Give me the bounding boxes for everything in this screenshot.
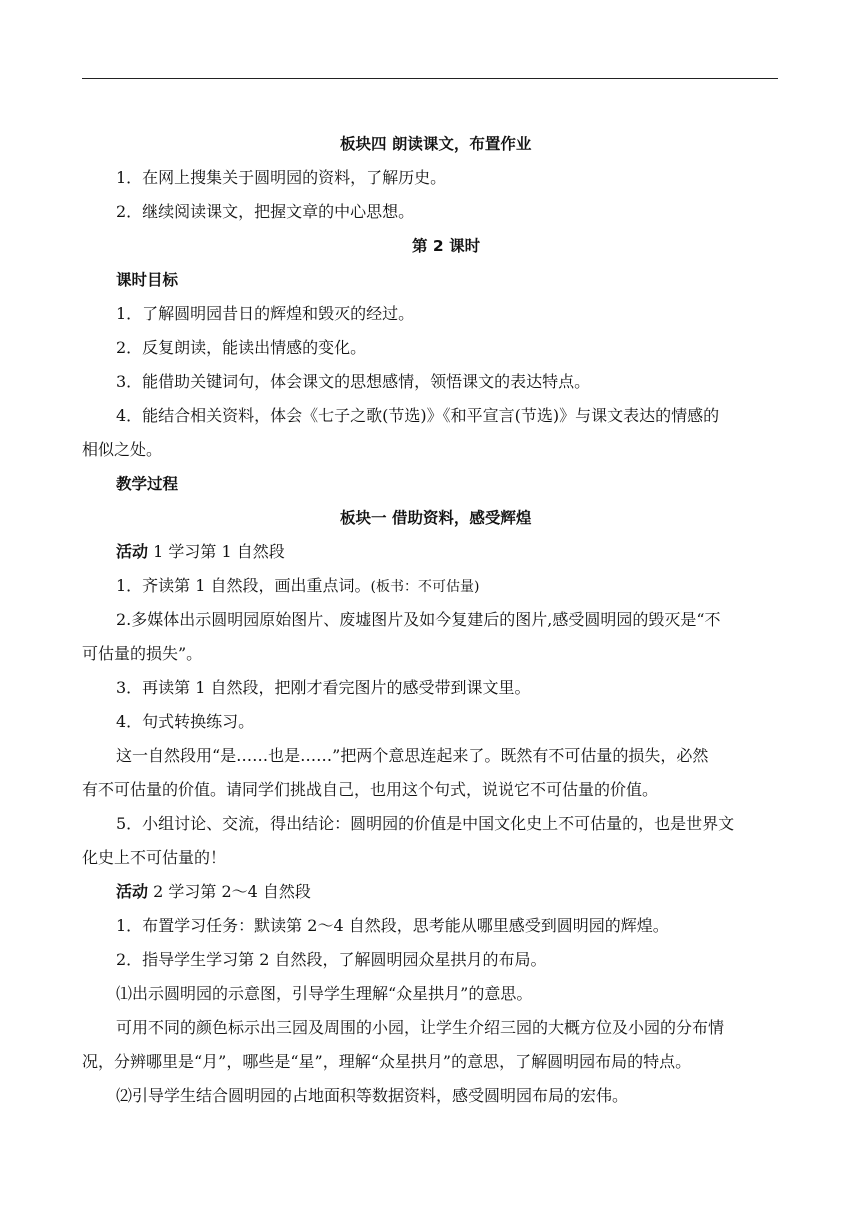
paragraph: 2．继续阅读课文，把握文章的中心思想。 [116, 202, 415, 221]
paragraph: 1．在网上搜集关于圆明园的资料，了解历史。 [116, 168, 447, 187]
goal-item: 4．能结合相关资料，体会《七子之歌(节选)》《和平宣言(节选)》与课文表达的情感的 [116, 406, 720, 425]
paragraph-continued: 有不可估量的价值。请同学们挑战自己，也用这个句式，说说它不可估量的价值。 [82, 780, 659, 799]
paragraph-continued: 化史上不可估量的！ [82, 848, 227, 867]
paragraph: 2．指导学生学习第 2 自然段，了解圆明园众星拱月的布局。 [116, 950, 547, 969]
goal-item-continued: 相似之处。 [82, 440, 163, 459]
paragraph-continued: 可估量的损失”。 [82, 644, 203, 663]
paragraph: 5．小组讨论、交流，得出结论：圆明园的价值是中国文化史上不可估量的，也是世界文 [116, 814, 735, 833]
paragraph: 可用不同的颜色标示出三园及周围的小园，让学生介绍三园的大概方位及小园的分布情 [116, 1018, 725, 1037]
paragraph: 4．句式转换练习。 [116, 712, 255, 731]
goal-item: 3．能借助关键词句，体会课文的思想感情，领悟课文的表达特点。 [116, 372, 591, 391]
paragraph-text: 1．齐读第 1 自然段，画出重点词。 [116, 576, 371, 595]
paragraph: ⑴出示圆明园的示意图，引导学生理解“众星拱月”的意思。 [116, 984, 533, 1003]
paragraph: 1．布置学习任务：默读第 2～4 自然段，思考能从哪里感受到圆明园的辉煌。 [116, 916, 669, 935]
header-rule [82, 78, 778, 79]
board-note: (板书：不可估量) [370, 579, 480, 595]
paragraph: 这一自然段用“是……也是……”把两个意思连起来了。既然有不可估量的损失，必然 [116, 746, 709, 765]
activity-title: 2 学习第 2～4 自然段 [148, 882, 311, 901]
activity-heading-2 [82, 875, 778, 909]
goal-item: 2．反复朗读，能读出情感的变化。 [116, 338, 367, 357]
activity-heading-1 [82, 535, 778, 569]
paragraph: 3．再读第 1 自然段，把刚才看完图片的感受带到课文里。 [116, 678, 531, 697]
document-body [82, 127, 778, 1113]
paragraph: ⑵引导学生结合圆明园的占地面积等数据资料，感受圆明园布局的宏伟。 [116, 1086, 629, 1105]
activity-label: 活动 [116, 542, 149, 561]
process-label: 教学过程 [116, 475, 179, 493]
paragraph [82, 569, 778, 603]
section-heading-1: 板块一 借助资料，感受辉煌 [340, 509, 532, 527]
lesson-heading: 第 2 课时 [412, 237, 481, 255]
paragraph: 2.多媒体出示圆明园原始图片、废墟图片及如今复建后的图片,感受圆明园的毁灭是“不 [116, 610, 721, 629]
section-heading-4: 板块四 朗读课文，布置作业 [340, 135, 532, 153]
activity-title: 1 学习第 1 自然段 [148, 542, 285, 561]
paragraph-continued: 况，分辨哪里是“月”，哪些是“星”，理解“众星拱月”的意思，了解圆明园布局的特点。 [82, 1052, 692, 1071]
activity-label: 活动 [116, 882, 149, 901]
goal-item: 1．了解圆明园昔日的辉煌和毁灭的经过。 [116, 304, 415, 323]
goals-label: 课时目标 [116, 271, 179, 289]
